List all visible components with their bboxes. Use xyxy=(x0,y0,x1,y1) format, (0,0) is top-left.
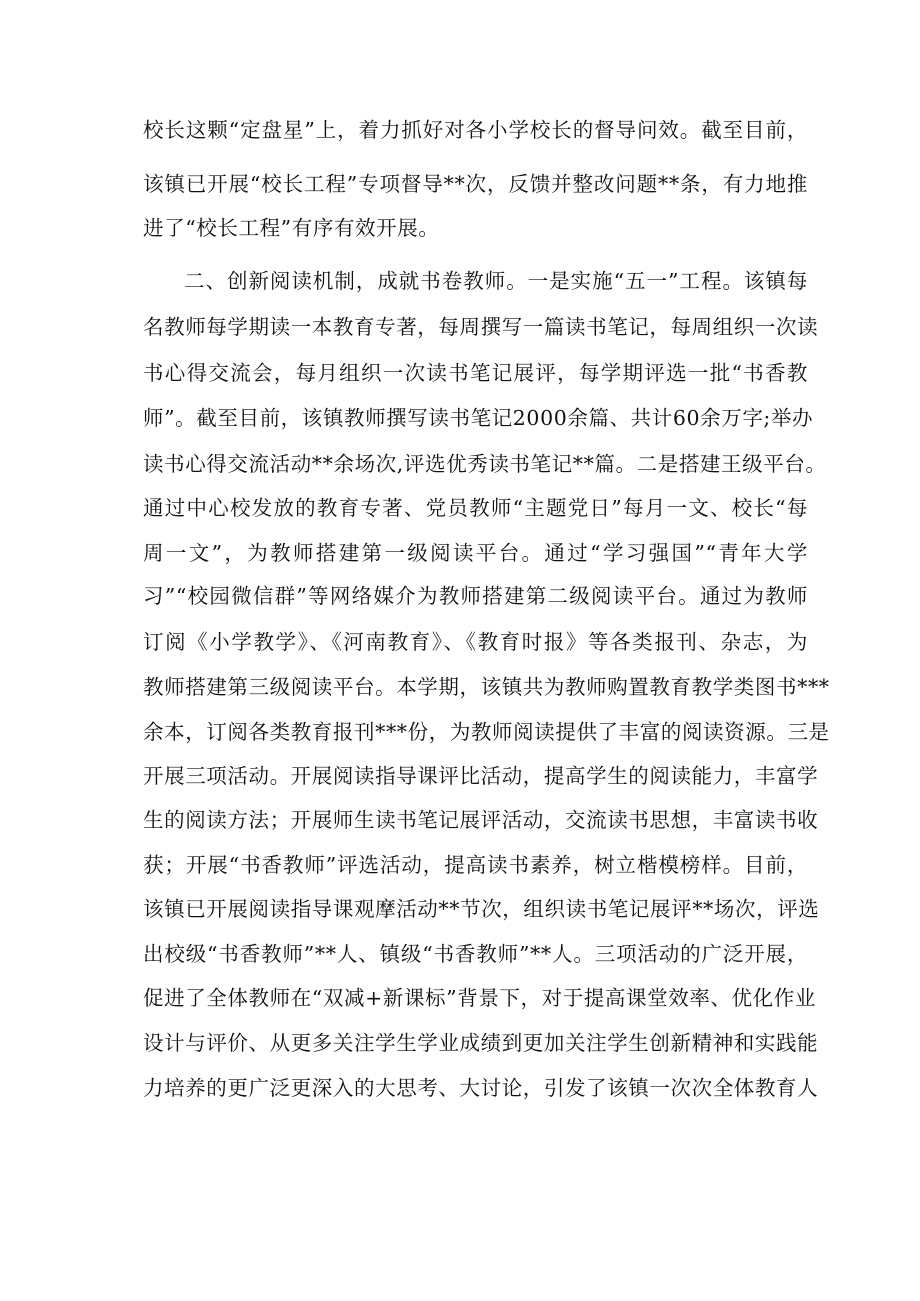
text-line: 名教师每学期读一本教育专著，每周撰写一篇读书笔记，每周组织一次读 xyxy=(143,315,819,339)
text-line: 二、创新阅读机制，成就书卷教师。一是实施“五一”工程。该镇每 xyxy=(184,269,808,293)
text-line: 获；开展“书香教师”评选活动，提高读书素养，树立楷模榜样。目前， xyxy=(143,853,808,877)
text-line: 设计与评价、从更多关注学生学业成绩到更加关注学生创新精神和实践能 xyxy=(143,1031,819,1055)
text-line: 该镇已开展“校长工程”专项督导**次，反馈并整改问题**条，有力地推 xyxy=(143,172,808,196)
text-line: 读书心得交流活动**余场次,评选优秀读书笔记**篇。二是搭建王级平台。 xyxy=(143,452,827,476)
text-line: 余本，订阅各类教育报刊***份，为教师阅读提供了丰富的阅读资源。三是 xyxy=(143,720,830,744)
text-line: 教师搭建第三级阅读平台。本学期，该镇共为教师购置教育教学类图书*** xyxy=(143,675,830,699)
text-line: 习”“校园微信群”等网络媒介为教师搭建第二级阅读平台。通过为教师 xyxy=(143,584,808,608)
text-line: 周一文”，为教师搭建第一级阅读平台。通过“学习强国”“青年大学 xyxy=(143,541,808,565)
text-line: 进了“校长工程”有序有效开展。 xyxy=(143,216,440,240)
text-line: 校长这颗“定盘星”上，着力抓好对各小学校长的督导问效。截至目前， xyxy=(143,118,808,142)
text-line: 书心得交流会，每月组织一次读书笔记展评，每学期评选一批“书香教 xyxy=(143,361,808,385)
text-line: 开展三项活动。开展阅读指导课评比活动，提高学生的阅读能力，丰富学 xyxy=(143,764,819,788)
text-line: 该镇已开展阅读指导课观摩活动**节次，组织读书笔记展评**场次，评选 xyxy=(143,897,820,921)
text-line: 师”。截至目前，该镇教师撰写读书笔记2000余篇、共计60余万字;举办 xyxy=(143,406,814,430)
text-line: 订阅《小学教学》、《河南教育》、《教育时报》等各类报刊、杂志，为 xyxy=(143,630,808,654)
text-line: 力培养的更广泛更深入的大思考、大讨论，引发了该镇一次次全体教育人 xyxy=(143,1076,819,1100)
text-line: 出校级“书香教师”**人、镇级“书香教师”**人。三项活动的广泛开展， xyxy=(143,942,808,966)
text-line: 促进了全体教师在“双减+新课标”背景下，对于提高课堂效率、优化作业 xyxy=(143,986,816,1010)
text-line: 通过中心校发放的教育专著、党员教师“主题党日”每月一文、校长“每 xyxy=(143,496,808,520)
text-line: 生的阅读方法；开展师生读书笔记展评活动，交流读书思想，丰富读书收 xyxy=(143,808,819,832)
